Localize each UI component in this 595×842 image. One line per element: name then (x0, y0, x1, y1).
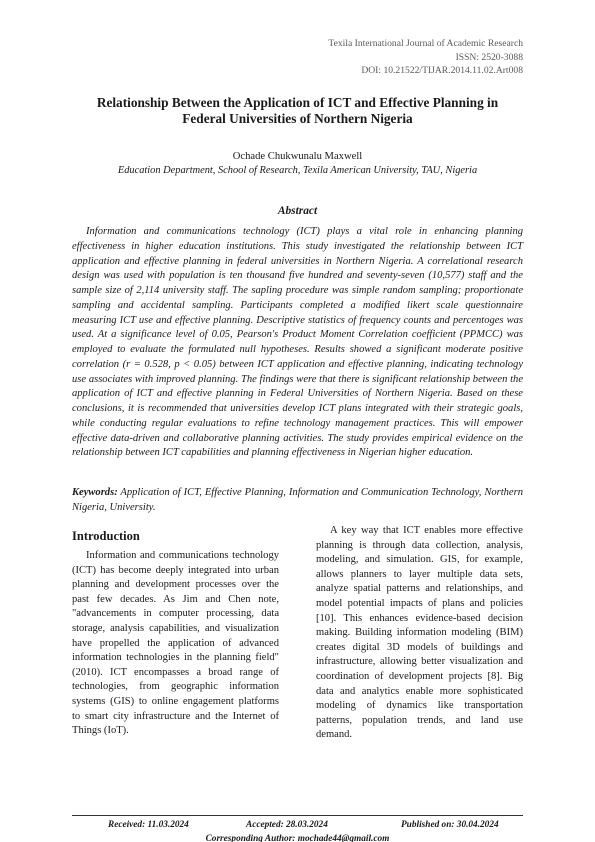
introduction-paragraph: Information and communications technology (ICT) has become deeply integrated into urban planning and development processes over the past few decades. As Jim and Chen note, "advancements in computer processing, data storage, analysis capabilities, and visualization have propelled the application of advanced information technologies in the planning field" (2010). ICT encompasses a broad range of technologies, from geographic information systems (GIS) to online engagement platforms to smart city infrastructure and the Internet of Things (IoT). (72, 550, 279, 737)
keywords (72, 486, 523, 516)
paper-title-line-2: Federal Universities of Northern Nigeria (182, 111, 413, 126)
right-column (316, 524, 523, 743)
left-column (72, 528, 279, 739)
keywords-text: Application of ICT, Effective Planning, Information and Communication Technology, Northern Nigeria, University. (72, 487, 523, 513)
paper-title-line-1: Relationship Between the Application of ICT and Effective Planning in (96, 95, 499, 110)
introduction-heading: Introduction (72, 529, 140, 543)
journal-name: Texila International Journal of Academic Research (328, 38, 523, 49)
footer-divider (72, 815, 523, 816)
abstract-heading: Abstract (277, 205, 318, 217)
right-column-paragraph: A key way that ICT enables more effective planning is through data collection, analysis, modeling, and simulation. GIS, for example, allows planners to layer multiple data sets, analyze spatial patterns and relationships, and model potential impacts of plans and policies [10]. This enhances evidence-based decision making. Building information modeling (BIM) creates digital 3D models of buildings and infrastructure, allowing better visualization and coordination of development projects [8]. Big data and analytics enable more sophisticated modeling of dynamics like transportation patterns, population trends, and land use demand. (316, 525, 523, 741)
accepted-date: Accepted: 28.03.2024 (246, 820, 328, 830)
journal-header (328, 37, 523, 78)
corresponding-author: Corresponding Author: mochade44@gmail.com (205, 834, 390, 842)
keywords-label: Keywords: (72, 487, 118, 498)
journal-issn: ISSN: 2520-3088 (455, 51, 523, 63)
paper-title (72, 95, 523, 127)
published-date: Published on: 30.04.2024 (401, 820, 499, 830)
author-affiliation: Education Department, School of Research, Texila American University, TAU, Nigeria (117, 165, 478, 176)
author-name: Ochade Chukwunalu Maxwell (232, 151, 363, 162)
article-doi: DOI: 10.21522/TIJAR.2014.11.02.Art008 (361, 65, 523, 77)
abstract-body: Information and communications technology (ICT) plays a vital role in enhancing planning effectiveness in higher education institutions. This study investigated the relationship between ICT application and effective planning in federal universities in Northern Nigeria. A correlational research design was used with population is ten thousand five hundred and seventy-seven (10,577) staff and the sample size of 2,114 university staff. The sapling procedure was simple random sampling; proportionate sampling and accidental sampling. Participants completed a modified likert scale questionnaire measuring ICT use and effective planning. Descriptive statistics of frequency counts and percentoges was used. At a significance level of 0.05, Pearson's Product Moment Correlation coefficient (PPMCC) was employed to evaluate the formulated null hypotheses. Results showed a significant moderate positive correlation (r = 0.528, p < 0.05) between ICT application and effective planning, indicating technology use associates with improved planning. The findings were that there is significant relationship between the application of ICT and effective planning in Federal Universities of Northern Nigeria. Based on these conclusions, it is recommended that universities develop ICT plans integrated with their strategic goals, while conducting regular evaluations to refine technology management practices. This will empower effective data-driven and collaborative planning activities. The study provides empirical evidence on the relationship between ICT capabilities and planning effectiveness in Nigerian higher education. (72, 226, 523, 459)
received-date: Received: 11.03.2024 (108, 820, 189, 830)
